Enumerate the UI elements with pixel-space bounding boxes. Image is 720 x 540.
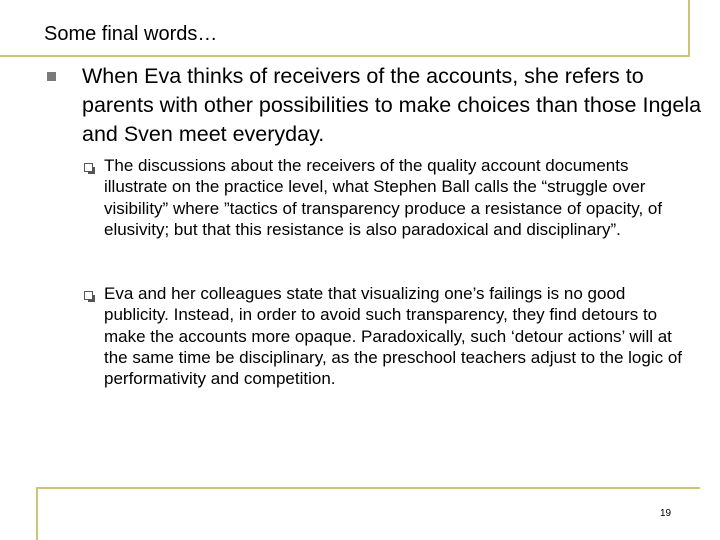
title-corner-line [688,0,690,57]
square-bullet-icon [47,72,56,81]
sub-bullet-text-2: Eva and her colleagues state that visualizing one’s failings is no good publicity. Instead, in order to avoid such transparency, they find detours to make the accounts more opaque. Paradoxically, such ‘detour actions’ will at the same time be disciplinary, as the preschool teachers adjust to the logic of performativity and competition. [104,284,682,389]
sub-bullet-text-1: The discussions about the receivers of the quality account documents illustrate on the practice level, what Stephen Ball calls the “struggle over visibility” where ”tactics of transparency produce a resistance of opacity, of elusivity; but that this resistance is also paradoxical and disciplinary”. [104,156,663,239]
slide-title: Some final words… [44,23,218,45]
title-divider [0,55,690,57]
main-bullet-text: When Eva thinks of receivers of the accounts, she refers to parents with other possibilities to make choices than those Ingela and Sven meet everyday. [82,64,702,146]
hollow-square-bullet-icon [84,163,93,172]
page-number: 19 [660,508,672,519]
footer-corner-line [36,487,38,540]
footer-divider [36,487,700,489]
hollow-square-bullet-icon [84,291,93,300]
